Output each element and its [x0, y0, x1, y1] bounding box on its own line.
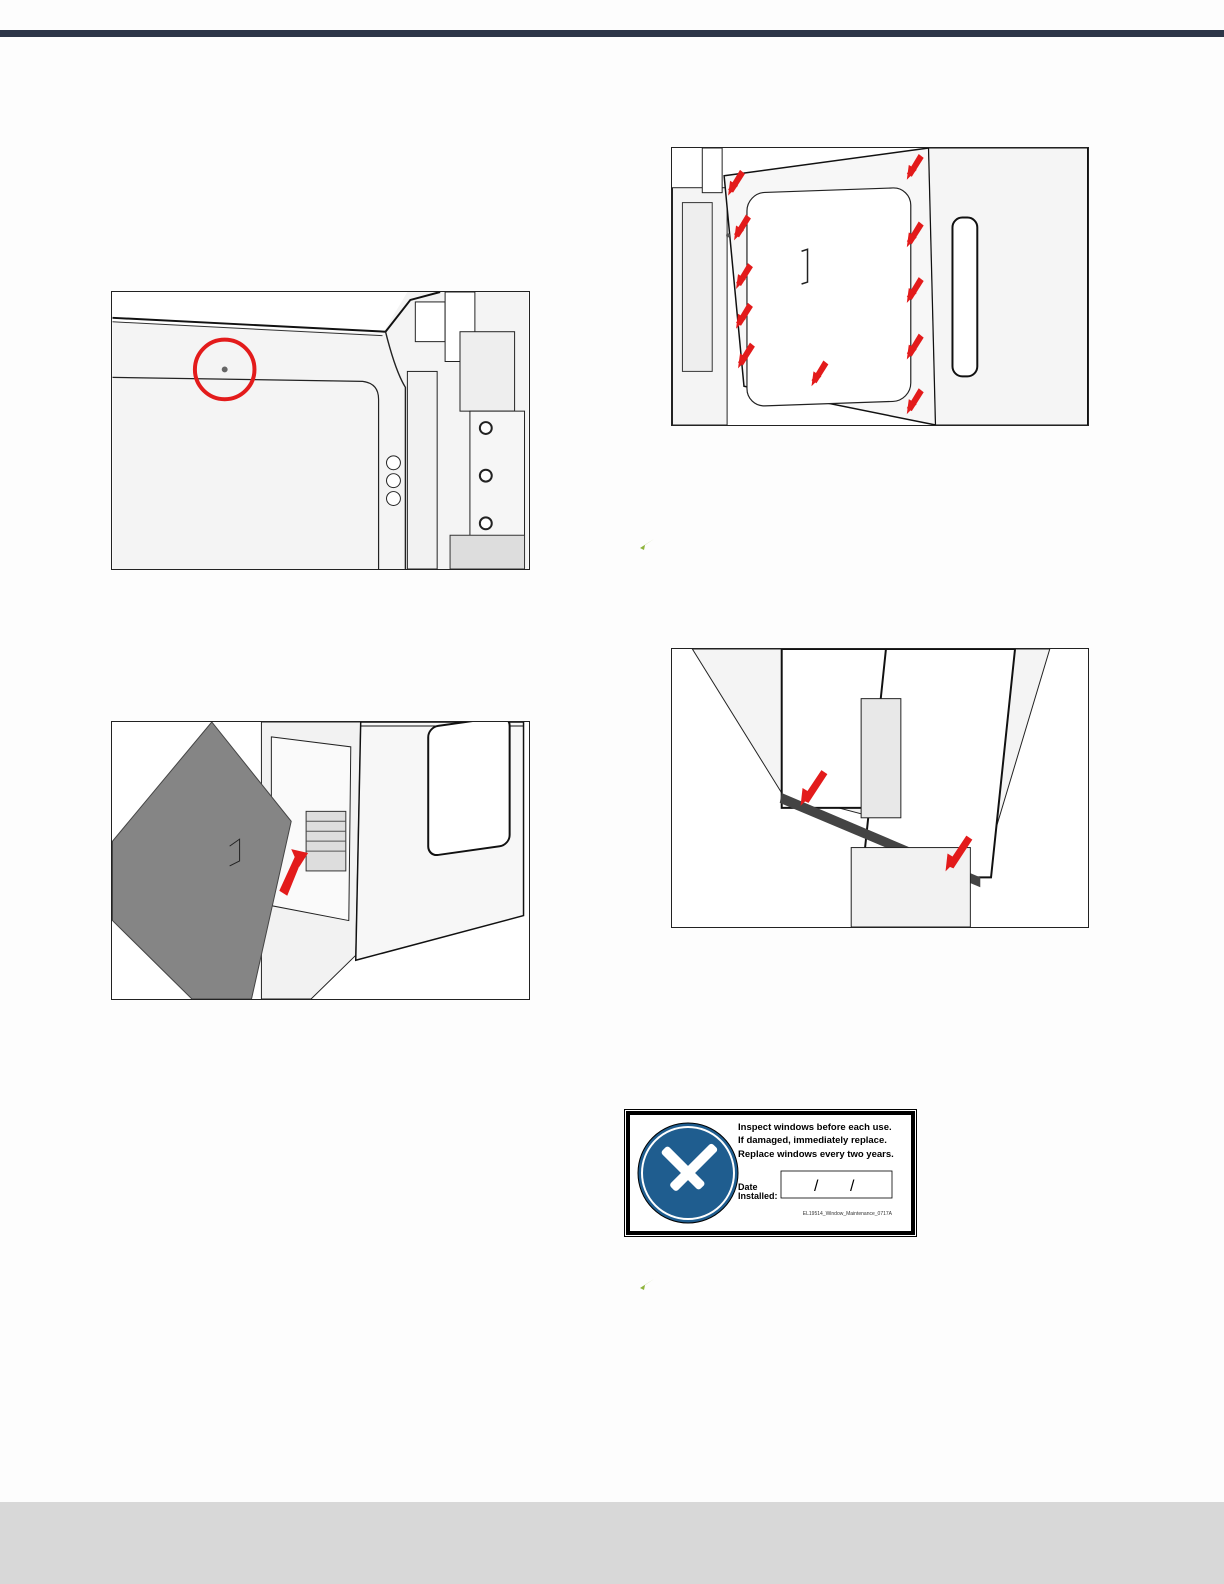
label-code: EL19514_Window_Maintenance_0717A: [802, 1211, 892, 1217]
label-date-line-1: Date: [738, 1182, 758, 1192]
label-date-sep-2: /: [850, 1178, 855, 1195]
footer-bar: [0, 1502, 1224, 1584]
arrow-bullet-icon: [640, 536, 654, 550]
label-line-1: Inspect windows before each use.: [738, 1122, 892, 1133]
arrow-bullet-icon: [640, 1276, 654, 1290]
header-bar: [0, 30, 1224, 37]
label-date-sep-1: /: [814, 1178, 819, 1195]
label-line-3: Replace windows every two years.: [738, 1149, 894, 1160]
figure-door-screws: [671, 147, 1089, 426]
window-maintenance-label: [624, 1109, 917, 1237]
label-date-line-2: Installed:: [738, 1191, 778, 1201]
label-line-2: If damaged, immediately replace.: [738, 1135, 887, 1146]
figure-window-seal: [671, 648, 1089, 928]
figure-panel-removal: [111, 721, 530, 1000]
figure-top-screw-detail: [111, 291, 530, 570]
